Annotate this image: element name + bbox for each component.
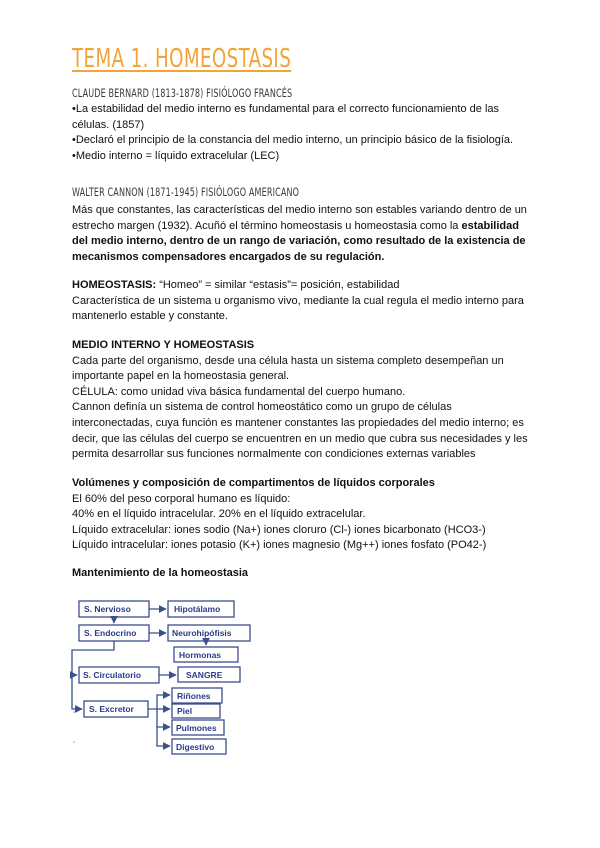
label-neurohipofisis: Neurohipófisis — [172, 628, 232, 638]
label-circulatorio: S. Circulatorio — [83, 670, 142, 680]
volumenes-line-4: Líquido intracelular: iones potasio (K+) iones magnesio (Mg++) iones fosfato (PO42-) — [72, 539, 487, 552]
label-rinones: Riñones — [177, 691, 211, 701]
medio-interno-p3: Cannon definía un sistema de control homeostático como un grupo de células interconectadas, cuya función es mantener constantes las propiedades del medio interno; es decir, que las células del cuerpo se encuentren en un medio que cubra sus necesidades y les permita desarrollar sus funciones normalmente con condiciones externas variables — [72, 401, 528, 461]
label-piel: Piel — [177, 706, 193, 716]
homeostasis-text: Característica de un sistema u organismo vivo, mediante la cual regula el medio interno para mantenerlo estable y constante. — [72, 294, 524, 323]
stray-marks — [73, 711, 75, 743]
label-hipotalamo: Hipotálamo — [174, 604, 221, 614]
mantenimiento-heading: Mantenimiento de la homeostasia — [72, 567, 249, 579]
volumenes-line-1: El 60% del peso corporal humano es líquido: — [72, 492, 291, 505]
label-excretor: S. Excretor — [89, 704, 134, 714]
cannon-heading: WALTER CANNON (1871-1945) FISIÓLOGO AMERICANO — [72, 185, 300, 199]
label-sangre: SANGRE — [186, 670, 223, 680]
volumenes-heading: Volúmenes y composición de compartimentos de líquidos corporales — [72, 477, 435, 489]
bernard-line-2: •Declaró el principio de la constancia del medio interno, un principio básico de la fisiología. — [72, 134, 514, 147]
cannon-text: Más que constantes, las características del medio interno son estables variando dentro de un estrecho margen (1932). Acuñó el término homeostasis u homeostasia como la — [72, 204, 527, 232]
label-digestivo: Digestivo — [176, 742, 215, 752]
homeostasis-etymology: “Homeo” = similar “estasis”= posición, estabilidad — [156, 279, 400, 291]
label-pulmones: Pulmones — [176, 723, 217, 733]
cannon-bold-text: estabilidad del medio interno, dentro de un rango de variación, como resultado de la existencia de mecanismos compensadores encargados de su regulación. — [72, 219, 526, 263]
medio-interno-p1: Cada parte del organismo, desde una célula hasta un sistema completo desempeñan un importante papel en la homeostasia general. — [72, 354, 504, 383]
medio-interno-p2: CÉLULA: como unidad viva básica fundamental del cuerpo humano. — [72, 385, 406, 398]
volumenes-line-2: 40% en el líquido intracelular. 20% en el líquido extracelular. — [72, 508, 366, 521]
label-hormonas: Hormonas — [179, 650, 222, 660]
bernard-heading: CLAUDE BERNARD (1813-1878) FISIÓLOGO FRANCÉS — [72, 86, 293, 100]
page-title: TEMA 1. HOMEOSTASIS — [72, 44, 292, 74]
volumenes-line-3: Líquido extracelular: iones sodio (Na+) iones cloruro (Cl-) iones bicarbonato (HCO3-) — [72, 523, 486, 536]
bernard-line-1: •La estabilidad del medio interno es fundamental para el correcto funcionamiento de las células. (1857) — [72, 103, 500, 131]
label-endocrino: S. Endocrino — [84, 628, 137, 638]
homeostasis-label: HOMEOSTASIS: — [72, 279, 157, 291]
bernard-line-3: •Medio interno = líquido extracelular (LEC) — [72, 149, 280, 162]
label-nervioso: S. Nervioso — [84, 604, 131, 614]
medio-interno-heading: MEDIO INTERNO Y HOMEOSTASIS — [72, 339, 255, 351]
